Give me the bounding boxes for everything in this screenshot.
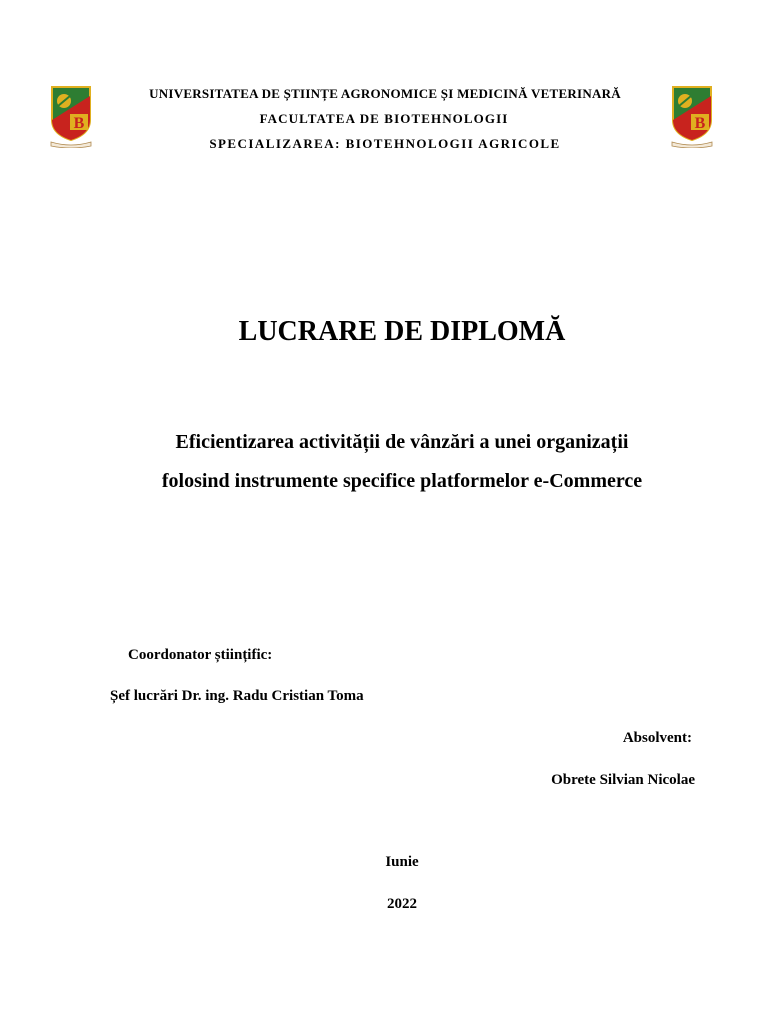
university-name: UNIVERSITATEA DE ȘTIINȚE AGRONOMICE ȘI MEDICINĂ VETERINARĂ	[149, 86, 621, 101]
thesis-subtitle-line-1: Eficientizarea activității de vânzări a unei organizații	[175, 431, 629, 453]
crest-letter: B	[694, 115, 706, 132]
date-month: Iunie	[385, 854, 419, 870]
faculty-name: FACULTATEA DE BIOTEHNOLOGII	[259, 111, 509, 126]
graduate-name: Obrete Silvian Nicolae	[551, 772, 695, 788]
thesis-subtitle-line-2: folosind instrumente specifice platformelor e-Commerce	[161, 470, 643, 492]
specialization-name: SPECIALIZAREA: BIOTEHNOLOGII AGRICOLE	[209, 136, 561, 151]
graduate-label: Absolvent:	[622, 730, 692, 746]
coordinator-name: Șef lucrări Dr. ing. Radu Cristian Toma	[110, 688, 364, 704]
crest-letter: B	[73, 115, 85, 132]
document-title: LUCRARE DE DIPLOMĂ	[238, 316, 566, 347]
date-year: 2022	[387, 896, 417, 912]
coordinator-label: Coordonator științific:	[128, 647, 273, 663]
